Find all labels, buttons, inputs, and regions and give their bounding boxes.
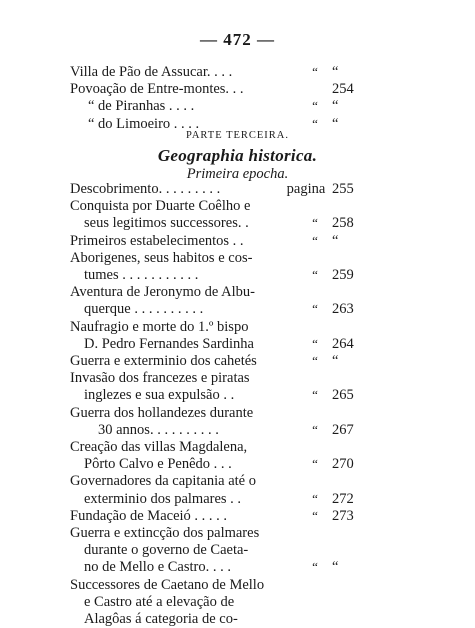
ditto-column: “ — [312, 353, 318, 368]
ditto-column: “ — [312, 456, 318, 472]
entry-text-line: Governadores da capitania até o — [70, 473, 256, 490]
page-reference: 267 — [332, 421, 354, 438]
page-reference: 265 — [332, 387, 354, 404]
entry-text-line: Guerra e exterminio dos cahetés — [70, 353, 257, 369]
ditto-column: “ — [312, 335, 318, 351]
entry-text-line: Alagôas á categoria de co- — [84, 611, 238, 627]
ditto-column: “ — [312, 301, 318, 317]
entry-text-line: Successores de Caetano de Mello — [70, 576, 265, 593]
entry-text-line: “ do Limoeiro . . . . — [88, 115, 200, 132]
page-number: — 472 — — [200, 30, 275, 49]
ditto-column: “ — [312, 215, 318, 231]
entry-text-line: Creação das villas Magdalena, — [70, 439, 248, 455]
ditto-column: “ — [312, 421, 318, 437]
ditto-column: “ — [312, 98, 318, 114]
entry-text-line: Guerra e extincção dos palmares — [70, 525, 260, 541]
page-reference: 258 — [332, 215, 354, 232]
page-reference: 273 — [332, 507, 354, 524]
ditto-column: “ — [312, 267, 318, 282]
ditto-column: “ — [312, 232, 318, 248]
ditto-column: “ — [312, 559, 318, 575]
entry-text-line: Povoação de Entre-montes. . . — [70, 81, 244, 98]
ditto-column: “ — [312, 64, 318, 79]
ditto-column: pagina — [286, 181, 326, 197]
page-reference: 254 — [332, 81, 354, 98]
page-reference: “ — [332, 559, 339, 576]
page-reference: 259 — [332, 267, 354, 283]
entry-text-line: seus legitimos successores. . — [84, 215, 249, 232]
page-reference: 263 — [332, 301, 354, 318]
entry-text-line: Aventura de Jeronymo de Albu- — [70, 284, 255, 301]
entry-text-line: Primeiros estabelecimentos . . — [70, 232, 244, 249]
entry-text-line: Aborigenes, seus habitos e cos- — [70, 249, 253, 266]
entry-text-line: Guerra dos hollandezes durante — [70, 404, 254, 421]
entry-text-line: tumes . . . . . . . . . . . — [84, 267, 199, 283]
entry-text-line: Villa de Pão de Assucar. . . . — [70, 64, 233, 80]
ditto-column: “ — [312, 507, 318, 523]
entry-text-line: Descobrimento. . . . . . . . . — [70, 181, 221, 197]
page-reference: 255 — [332, 181, 354, 197]
entry-text-line: “ de Piranhas . . . . — [88, 98, 195, 115]
entry-text-line: exterminio dos palmares . . — [84, 490, 242, 507]
part-label: PARTE TERCEIRA. — [185, 130, 290, 141]
page-reference: “ — [332, 115, 339, 132]
entry-text-line: Pôrto Calvo e Penêdo . . . — [84, 456, 232, 473]
entry-text-line: Fundação de Maceió . . . . . — [70, 507, 228, 524]
page-reference: “ — [332, 98, 339, 115]
entry-text-line: durante o governo de Caeta- — [84, 542, 249, 559]
entry-text-line: Naufragio e morte do 1.º bispo — [70, 318, 249, 335]
page-reference: “ — [332, 232, 339, 249]
page-reference: 272 — [332, 490, 354, 507]
page-reference: “ — [332, 353, 339, 369]
entry-text-line: Conquista por Duarte Coêlho e — [70, 198, 251, 215]
entry-text-line: Invasão dos francezes e piratas — [70, 370, 250, 387]
section-subtitle: Primeira epocha. — [186, 166, 289, 182]
ditto-column: “ — [312, 387, 318, 403]
section-title: Geographia historica. — [157, 146, 318, 165]
ditto-column: “ — [312, 490, 318, 506]
page-reference: “ — [332, 64, 339, 80]
entry-text-line: D. Pedro Fernandes Sardinha — [84, 335, 254, 352]
page-reference: 264 — [332, 335, 354, 352]
entry-text-line: inglezes e sua expulsão . . — [84, 387, 235, 404]
ditto-column: “ — [312, 115, 318, 131]
entry-text-line: e Castro até a elevação de — [84, 593, 235, 610]
entry-text-line: querque . . . . . . . . . . — [84, 301, 204, 318]
entry-text-line: 30 annos. . . . . . . . . . — [98, 421, 219, 438]
page-reference: 270 — [332, 456, 354, 473]
entry-text-line: no de Mello e Castro. . . . — [84, 559, 231, 576]
